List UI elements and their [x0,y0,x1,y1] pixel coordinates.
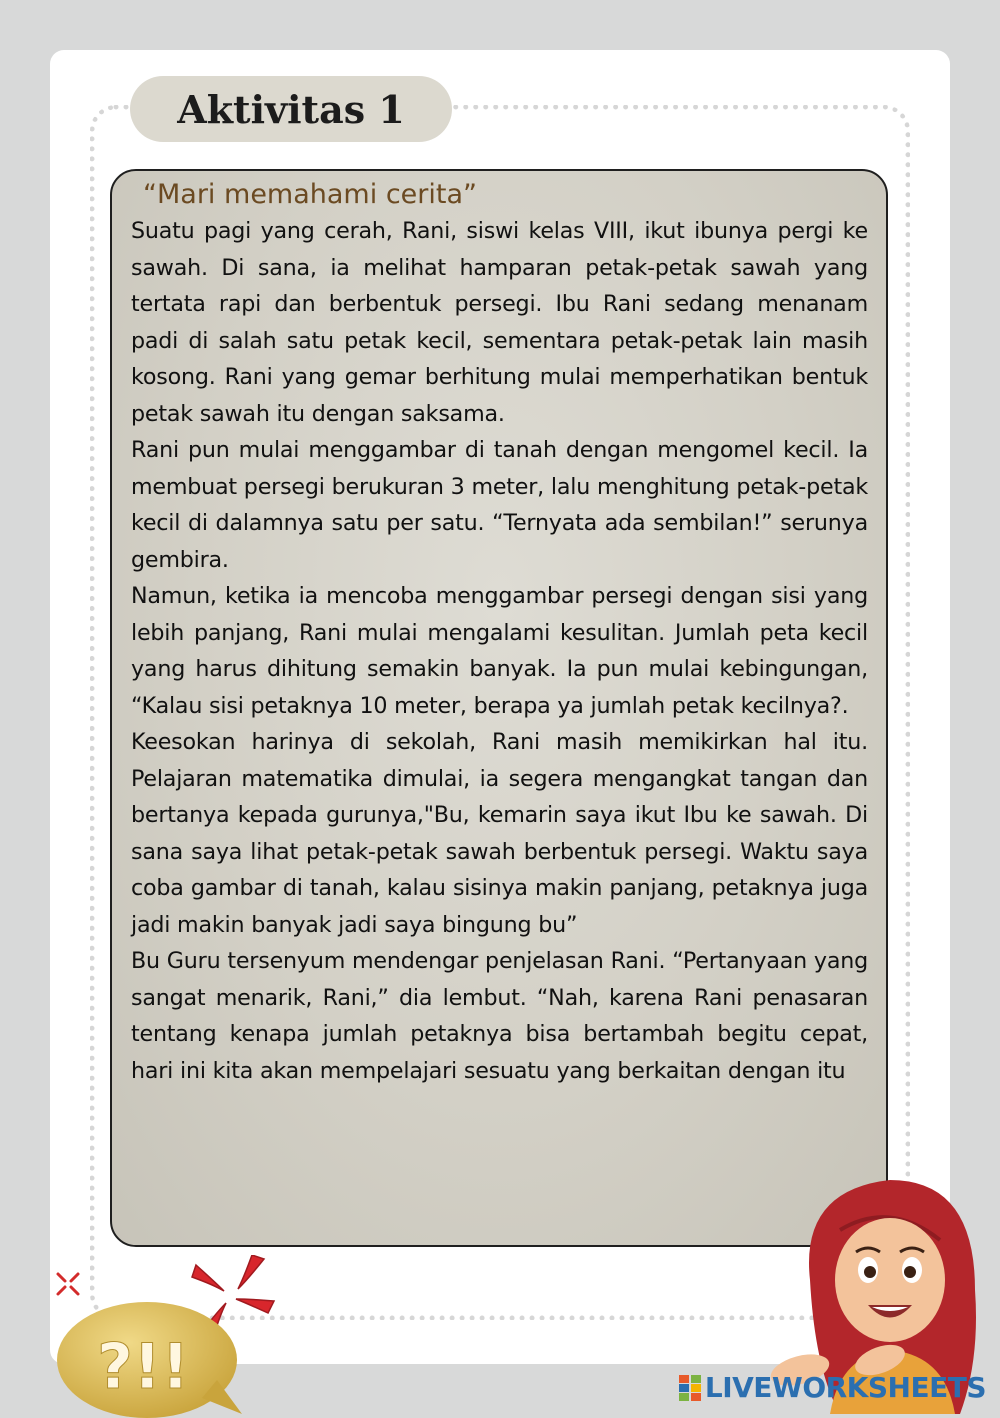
watermark-text: LIVEWORKSHEETS [704,1371,986,1404]
page-title: Aktivitas 1 [177,86,405,132]
speech-bubble-icon [52,1288,247,1418]
liveworksheets-logo-icon [679,1375,701,1401]
title-pill [130,76,452,142]
bubble-text: ?!! [97,1330,190,1403]
worksheet-card [50,50,950,1364]
story-paragraph-3: Namun, ketika ia mencoba menggambar persegi dengan sisi yang lebih panjang, Rani mulai mengalami kesulitan. Jumlah peta kecil yang harus dihitung semakin banyak. Ia pun mulai kebingungan, “Kalau sisi petaknya 10 meter, berapa ya jumlah petak kecilnya?. [131,583,868,719]
story-paragraph-2: Rani pun mulai menggambar di tanah dengan mengomel kecil. Ia membuat persegi berukuran 3 meter, lalu menghitung petak-petak kecil di dalamnya satu per satu. “Ternyata ada sembilan!” serunya gembira. [131,437,868,573]
story-paragraph-4: Keesokan harinya di sekolah, Rani masih memikirkan hal itu. Pelajaran matematika dimulai, ia segera mengangkat tangan dan bertanya kepada gurunya,"Bu, kemarin saya ikut Ibu ke sawah. Di sana saya lihat petak-petak sawah berbentuk persegi. Waktu saya coba gambar di tanah, kalau sisinya makin panjang, petaknya juga jadi makin banyak jadi saya bingung bu” [131,729,868,938]
story-paragraph-1: Suatu pagi yang cerah, Rani, siswi kelas VIII, ikut ibunya pergi ke sawah. Di sana, ia melihat hamparan petak-petak sawah yang tertata rapi dan berbentuk persegi. Ibu Rani sedang menanam padi di salah satu petak kecil, sementara petak-petak lain masih kosong. Rani yang gemar berhitung mulai memperhatikan bentuk petak sawah itu dengan saksama. [131,218,868,427]
story-heading: “Mari memahami cerita” [143,179,477,210]
watermark [679,1371,986,1404]
story-box [110,169,888,1247]
story-paragraph-5: Bu Guru tersenyum mendengar penjelasan Rani. “Pertanyaan yang sangat menarik, Rani,” dia lembut. “Nah, karena Rani penasaran tentang kenapa jumlah petaknya bisa bertambah begitu cepat, hari ini kita akan mempelajari sesuatu yang berkaitan dengan itu [131,948,868,1084]
